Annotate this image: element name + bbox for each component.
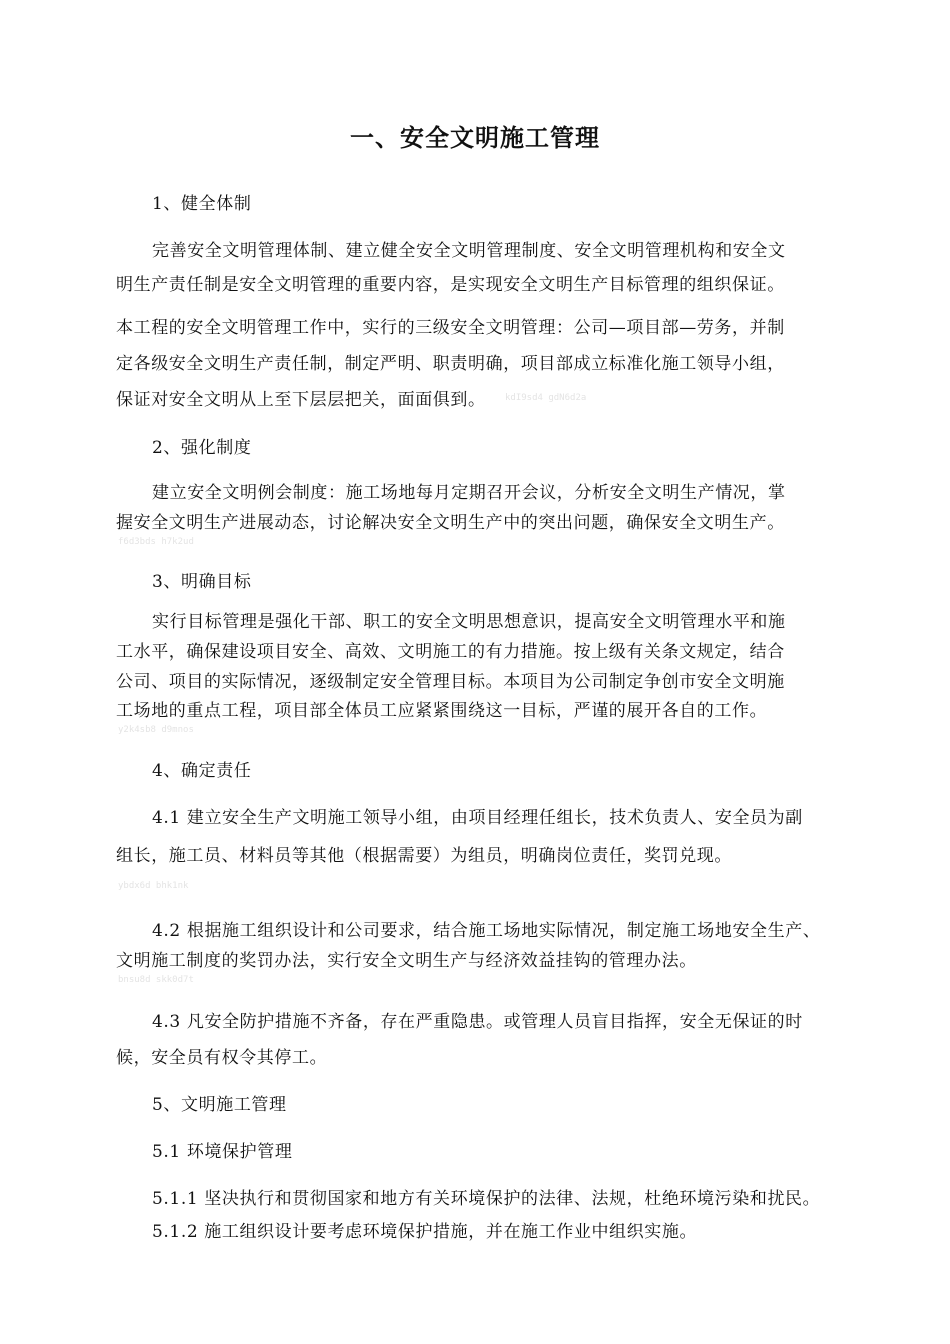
section-heading-1: 1、健全体制 bbox=[152, 194, 252, 214]
paragraph-line: 建立安全文明例会制度：施工场地每月定期召开会议，分析安全文明生产情况，掌 bbox=[152, 483, 786, 503]
paragraph-line: 公司、项目的实际情况，逐级制定安全管理目标。本项目为公司制定争创市安全文明施 bbox=[116, 672, 785, 692]
paragraph-line: 保证对安全文明从上至下层层把关，面面俱到。 bbox=[116, 390, 486, 410]
paragraph-line: 握安全文明生产进展动态，讨论解决安全文明生产中的突出问题，确保安全文明生产。 bbox=[116, 513, 785, 533]
paragraph-line: 候，安全员有权令其停工。 bbox=[116, 1048, 328, 1068]
list-item: 5.1.2 施工组织设计要考虑环境保护措施，并在施工作业中组织实施。 bbox=[152, 1222, 698, 1242]
paragraph-line: 工场地的重点工程，项目部全体员工应紧紧围绕这一目标，严谨的展开各自的工作。 bbox=[116, 701, 768, 721]
paragraph-line: 工水平，确保建设项目安全、高效、文明施工的有力措施。按上级有关条文规定，结合 bbox=[116, 642, 785, 662]
paragraph-line: 文明施工制度的奖罚办法，实行安全文明生产与经济效益挂钩的管理办法。 bbox=[116, 951, 697, 971]
watermark-text: kdI9sd4 gdN6d2a bbox=[505, 393, 587, 403]
watermark-text: bnsu8d skk0d7t bbox=[118, 975, 194, 985]
paragraph-line: 组长，施工员、材料员等其他（根据需要）为组员，明确岗位责任，奖罚兑现。 bbox=[116, 846, 732, 866]
watermark-text: ybdx6d bhk1nk bbox=[118, 881, 189, 891]
subsection-heading: 5.1 环境保护管理 bbox=[152, 1142, 293, 1162]
paragraph-line: 本工程的安全文明管理工作中，实行的三级安全文明管理：公司—项目部—劳务，并制 bbox=[116, 318, 785, 338]
section-heading-5: 5、文明施工管理 bbox=[152, 1095, 287, 1115]
list-item: 5.1.1 坚决执行和贯彻国家和地方有关环境保护的法律、法规，杜绝环境污染和扰民。 bbox=[152, 1189, 821, 1209]
section-heading-4: 4、确定责任 bbox=[152, 761, 252, 781]
paragraph-line: 实行目标管理是强化干部、职工的安全文明思想意识，提高安全文明管理水平和施 bbox=[152, 612, 786, 632]
paragraph-line: 完善安全文明管理体制、建立健全安全文明管理制度、安全文明管理机构和安全文 bbox=[152, 241, 786, 261]
paragraph-line: 4.2 根据施工组织设计和公司要求，结合施工场地实际情况，制定施工场地安全生产、 bbox=[152, 921, 821, 941]
section-heading-3: 3、明确目标 bbox=[152, 572, 252, 592]
paragraph-line: 定各级安全文明生产责任制，制定严明、职责明确，项目部成立标准化施工领导小组， bbox=[116, 354, 785, 374]
paragraph-line: 4.3 凡安全防护措施不齐备，存在严重隐患。或管理人员盲目指挥，安全无保证的时 bbox=[152, 1012, 803, 1032]
page-title: 一、安全文明施工管理 bbox=[350, 124, 600, 152]
paragraph-line: 4.1 建立安全生产文明施工领导小组，由项目经理任组长，技术负责人、安全员为副 bbox=[152, 808, 803, 828]
paragraph-line: 明生产责任制是安全文明管理的重要内容，是实现安全文明生产目标管理的组织保证。 bbox=[116, 275, 785, 295]
watermark-text: f6d3bds h7k2ud bbox=[118, 537, 194, 547]
watermark-text: y2k4sb8 d9mnos bbox=[118, 725, 194, 735]
section-heading-2: 2、强化制度 bbox=[152, 438, 252, 458]
